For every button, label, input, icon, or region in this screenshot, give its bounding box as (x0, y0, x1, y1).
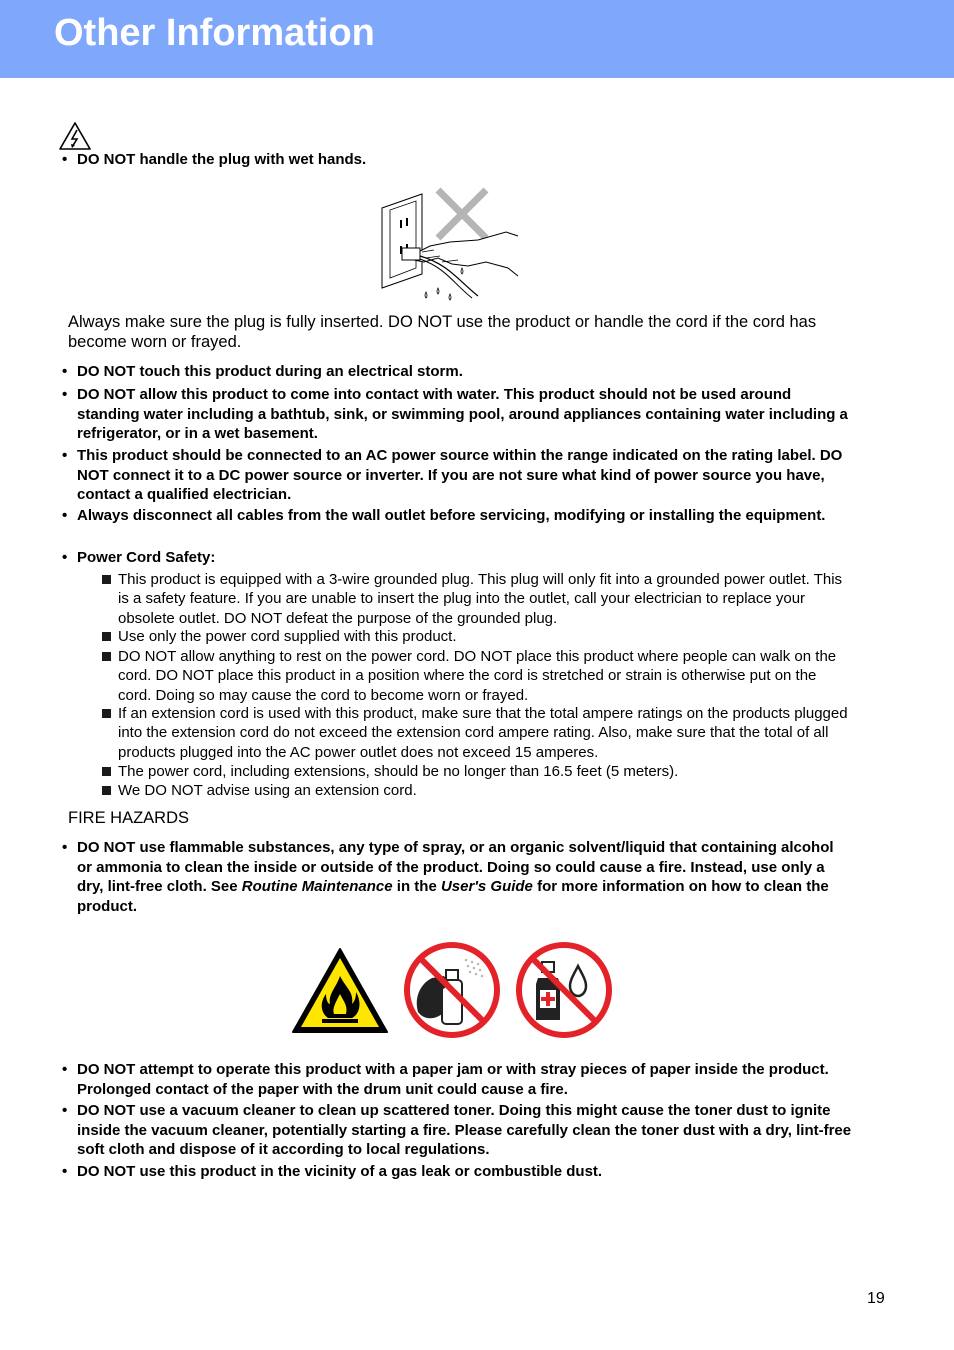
square-bullet-icon (102, 575, 111, 584)
bullet-text: DO NOT use this product in the vicinity of a gas leak or combustible dust. (77, 1163, 603, 1180)
fire-hazards-heading: FIRE HAZARDS (68, 809, 190, 827)
cord-item-text: This product is equipped with a 3-wire grounded plug. This plug will only fit into a grounded power outlet. This is a safety feature. If you are unable to insert the plug into the outlet, call your electrician to replace your obsolete outlet. DO NOT defeat the purpose of the grounded plug. (118, 571, 843, 627)
cord-item-text: If an extension cord is used with this product, make sure that the total ampere ratings on the products plugged into the extension cord do not exceed the extension cord ampere rating. Also, make sure that the total of all products plugged into the AC power outlet does not exceed 15 amperes. (118, 705, 848, 761)
bullet-dot: • (62, 363, 68, 380)
electrical-warning-icon (58, 121, 92, 151)
bullet-dot: • (62, 386, 68, 403)
flammable-text-mid: in the (392, 878, 441, 895)
bullet-dot: • (62, 507, 68, 524)
bullet-text: Always disconnect all cables from the wall outlet before servicing, modifying or installing the equipment. (77, 507, 826, 524)
bullet-dot: • (62, 151, 68, 168)
bullet-dot: • (62, 447, 68, 464)
users-guide-ref: User's Guide (440, 878, 533, 895)
square-bullet-icon (102, 652, 111, 661)
routine-maintenance-ref: Routine Maintenance (241, 878, 393, 895)
bullet-dot: • (62, 1061, 68, 1078)
header-bar (0, 0, 954, 78)
cord-item-text: Use only the power cord supplied with this product. (118, 628, 457, 645)
bullet-dot: • (62, 549, 68, 566)
bullet-text: This product should be connected to an AC power source within the range indicated on the rating label. DO NOT connect it to a DC power source or inverter. If you are not sure what kind of power source you have, contact a qualified electrician. (77, 447, 843, 503)
plug-note: Always make sure the plug is fully inserted. DO NOT use the product or handle the cord if the cord has become worn or frayed. (68, 313, 817, 351)
bullet-text: DO NOT attempt to operate this product with a paper jam or with stray pieces of paper inside the product. Prolonged contact of the paper with the drum unit could cause a fire. (77, 1061, 829, 1098)
flammable-warning-icon (290, 946, 390, 1036)
bullet-dot: • (62, 1163, 68, 1180)
bullet-text: DO NOT touch this product during an electrical storm. (77, 363, 463, 380)
no-solvent-icon (516, 942, 612, 1038)
flammable-text-post: for more information on how to clean the product. (77, 878, 829, 915)
page-title: Other Information (54, 12, 375, 54)
wet-hands-plug-illustration (378, 184, 523, 304)
no-spray-icon (404, 942, 500, 1038)
bullet-dot: • (62, 839, 68, 856)
bullet-text: DO NOT handle the plug with wet hands. (77, 151, 367, 168)
bullet-text: Power Cord Safety: (77, 549, 216, 566)
square-bullet-icon (102, 767, 111, 776)
page-number: 19 (867, 1290, 885, 1307)
bullet-text: DO NOT allow this product to come into contact with water. This product should not be used around standing water including a bathtub, sink, or swimming pool, around appliances containing water including a refrigerator, or in a wet basement. (77, 386, 848, 442)
bullet-text: DO NOT use a vacuum cleaner to clean up scattered toner. Doing this might cause the toner dust to ignite inside the vacuum cleaner, potentially starting a fire. Please carefully clean the toner dust with a dry, lint-free soft cloth and dispose of it according to local regulations. (77, 1102, 852, 1158)
flammable-text-pre: DO NOT use flammable substances, any type of spray, or an organic solvent/liquid that containing alcohol or ammonia to clean the inside or outside of the product. Doing so could cause a fire. Instead, use only a dry, lint-free cloth. See (77, 839, 834, 895)
bullet-dot: • (62, 1102, 68, 1119)
cord-item-text: DO NOT allow anything to rest on the power cord. DO NOT place this product where people can walk on the cord. DO NOT place this product in a position where the cord is stretched or strain is otherwise put on the cord. Doing so may cause the cord to become worn or frayed. (118, 648, 837, 704)
square-bullet-icon (102, 632, 111, 641)
bullet-text (77, 838, 852, 916)
cord-item-text: We DO NOT advise using an extension cord. (118, 782, 417, 799)
square-bullet-icon (102, 709, 111, 718)
square-bullet-icon (102, 786, 111, 795)
cord-item-text: The power cord, including extensions, should be no longer than 16.5 feet (5 meters). (118, 763, 679, 780)
